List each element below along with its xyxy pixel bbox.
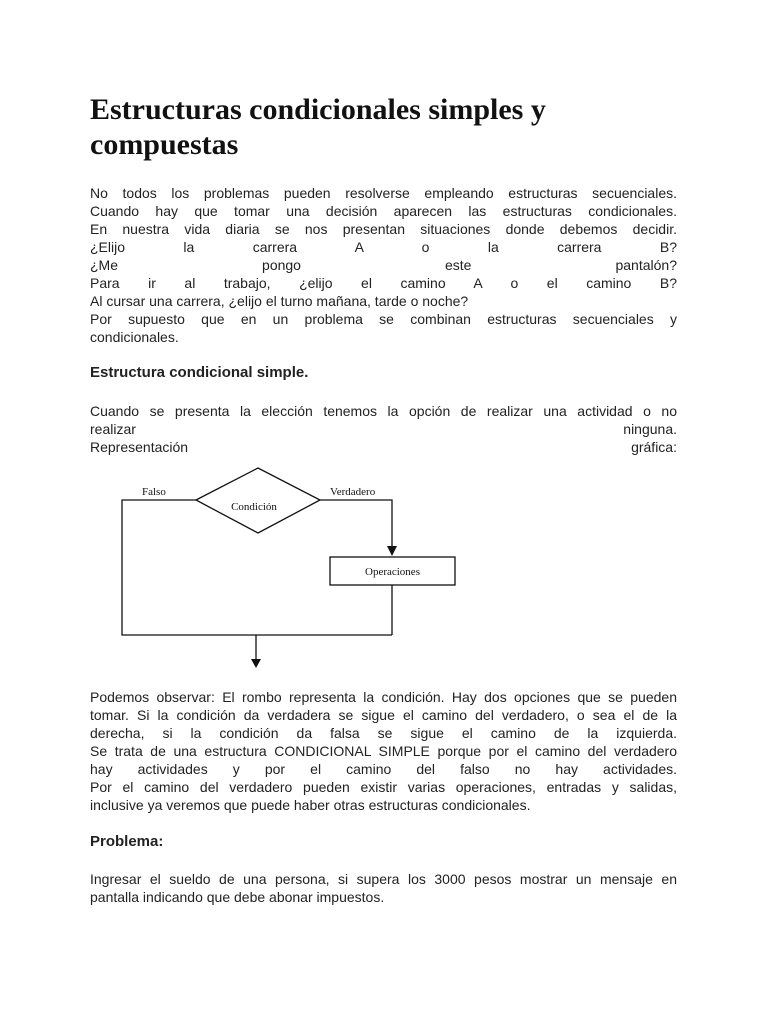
problem-paragraph bbox=[90, 870, 677, 906]
intro-line: ¿Me pongo este pantalón? bbox=[90, 257, 677, 273]
simple-heading: Estructura condicional simple. bbox=[90, 364, 309, 381]
flowchart-diagram bbox=[90, 0, 677, 680]
observe-line: Por el camino del verdadero pueden existir varias operaciones, entradas y salidas, bbox=[90, 779, 677, 795]
true-label: Verdadero bbox=[330, 486, 376, 498]
condition-label: Condición bbox=[231, 501, 277, 513]
arrowhead-icon bbox=[251, 659, 261, 668]
observe-line: Podemos observar: El rombo representa la condición. Hay dos opciones que se pueden bbox=[90, 689, 677, 705]
observe-line: hay actividades y por el camino del falso no hay actividades. bbox=[90, 761, 677, 777]
problem-line: Ingresar el sueldo de una persona, si supera los 3000 pesos mostrar un mensaje en bbox=[90, 871, 677, 887]
operations-label: Operaciones bbox=[365, 566, 420, 578]
intro-line: Para ir al trabajo, ¿elijo el camino A o el camino B? bbox=[90, 275, 677, 291]
simple-line: realizar ninguna. bbox=[90, 421, 677, 437]
observe-line: derecha, si la condición da falsa se sigue el camino de la izquierda. bbox=[90, 725, 677, 741]
intro-line: No todos los problemas pueden resolverse empleando estructuras secuenciales. bbox=[90, 185, 677, 201]
intro-line: Por supuesto que en un problema se combinan estructuras secuenciales y bbox=[90, 311, 677, 327]
true-path-line bbox=[320, 500, 392, 548]
arrowhead-icon bbox=[387, 546, 397, 556]
intro-line: Al cursar una carrera, ¿elijo el turno mañana, tarde o noche? bbox=[90, 293, 469, 309]
intro-line: Cuando hay que tomar una decisión aparecen las estructuras condicionales. bbox=[90, 203, 677, 219]
page-title: Estructuras condicionales simples y compuestas bbox=[90, 93, 546, 161]
simple-line: Cuando se presenta la elección tenemos la opción de realizar una actividad o no bbox=[90, 403, 677, 419]
observe-line: Se trata de una estructura CONDICIONAL SIMPLE porque por el camino del verdadero bbox=[90, 743, 677, 759]
observe-paragraph bbox=[90, 688, 677, 814]
simple-line: Representación gráfica: bbox=[90, 439, 677, 455]
intro-line: ¿Elijo la carrera A o la carrera B? bbox=[90, 239, 677, 255]
observe-line: tomar. Si la condición da verdadera se sigue el camino del verdadero, o sea el de la bbox=[90, 707, 677, 723]
intro-line: condicionales. bbox=[90, 329, 179, 345]
problem-line: pantalla indicando que debe abonar impuestos. bbox=[90, 889, 385, 905]
false-label: Falso bbox=[142, 486, 166, 498]
observe-line: inclusive ya veremos que puede haber otras estructuras condicionales. bbox=[90, 797, 531, 813]
intro-line: En nuestra vida diaria se nos presentan situaciones donde debemos decidir. bbox=[90, 221, 677, 237]
problem-heading: Problema: bbox=[90, 833, 164, 850]
